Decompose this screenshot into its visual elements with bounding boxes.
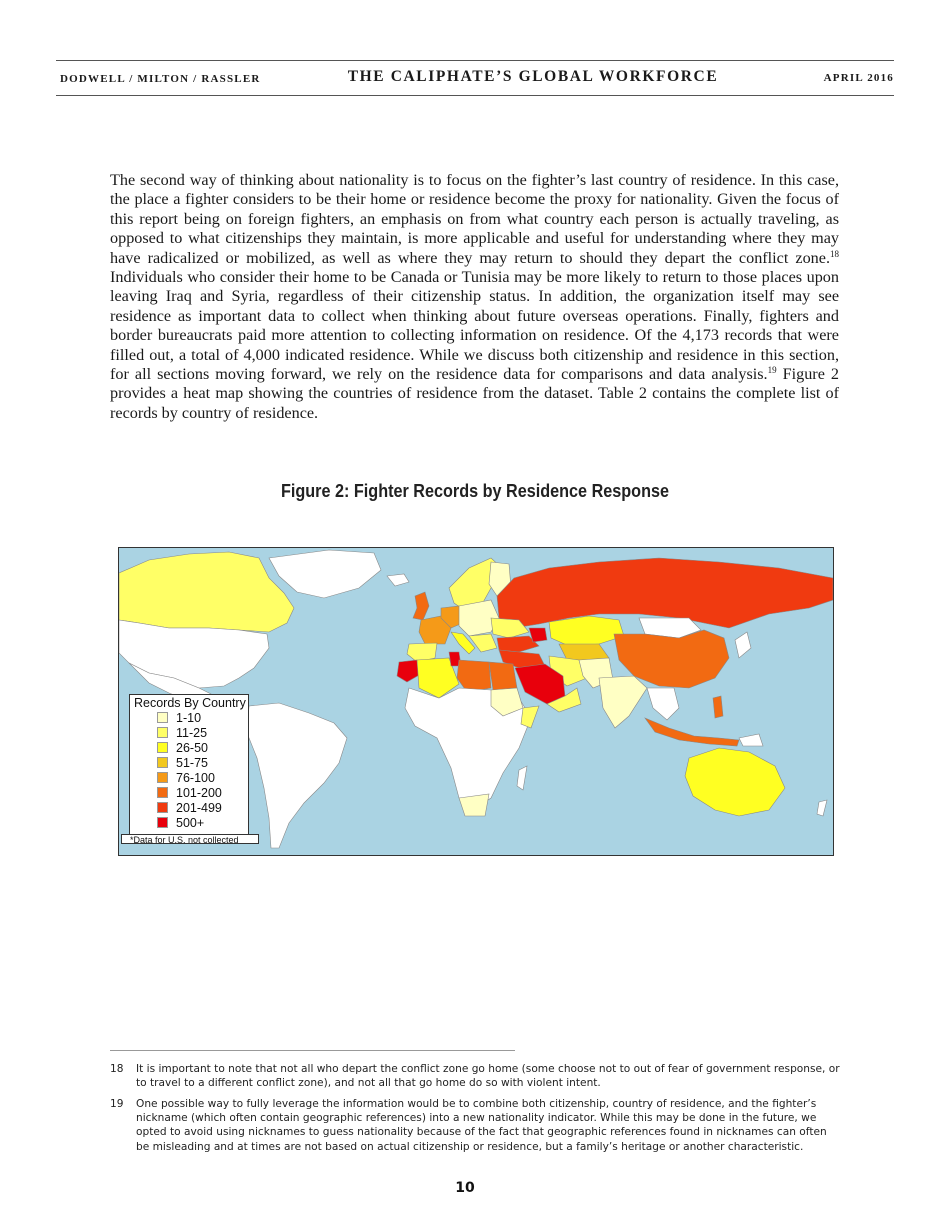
legend-label: 201-499 [176,800,222,815]
footnote-rule [110,1050,515,1051]
legend-label: 500+ [176,815,205,830]
footnote-number: 19 [110,1098,124,1110]
map-legend [129,694,249,836]
legend-swatch [157,712,168,723]
legend-swatch [157,802,168,813]
legend-item [130,740,248,755]
legend-swatch [157,787,168,798]
legend-swatch [157,772,168,783]
legend-title: Records By Country [134,696,246,710]
legend-swatch [157,817,168,828]
legend-label: 26-50 [176,740,208,755]
legend-rows [130,710,248,830]
footnote-text: One possible way to fully leverage the information would be to combine both citizenship, country of residence, and the fighter’s nickname (which often contain geographic references) into a new nationality indicator. While this may be done in the future, we opted to avoid using nicknames to guess nationality because of the fact that geographic references found in nicknames can often be misleading and at times are not based on actual citizenship or residence, but a family’s heritage or another characteristic. [136,1098,827,1153]
legend-label: 11-25 [176,725,208,740]
legend-swatch [157,757,168,768]
legend-label: 76-100 [176,770,215,785]
figure-title: Figure 2: Fighter Records by Residence Response [280,481,670,501]
legend-item [130,755,248,770]
legend-item [130,770,248,785]
footnote-19 [110,1097,840,1154]
header-rule-bottom [56,95,894,96]
footnote-text: It is important to note that not all who depart the conflict zone go home (some choose not to out of fear of government response, or to travel to a different conflict zone), and not all that go home do so with violent intent. [136,1063,840,1090]
body-paragraph [110,171,839,423]
footnote-ref-19[interactable]: 19 [767,365,777,376]
legend-item [130,815,248,830]
philippines [713,696,723,718]
legend-item [130,710,248,725]
legend-label: 51-75 [176,755,208,770]
legend-note: *Data for U.S. not collected [121,834,259,844]
header-date: APRIL 2016 [823,72,894,84]
legend-item [130,800,248,815]
legend-item [130,785,248,800]
legend-label: 101-200 [176,785,222,800]
header-title: THE CALIPHATE’S GLOBAL WORKFORCE [347,68,719,85]
body-text-part-1: The second way of thinking about nationality is to focus on the fighter’s last country of residence. In this case, the place a fighter considers to be their home or residence become the proxy for nationality. Given the focus of this report being on foreign fighters, an emphasis on from what country each person is actually traveling, as opposed to what citizenships they maintain, is more applicable and useful for understanding where they may have radicalized or mobilized, as well as where they may return to should they depart the conflict zone. [110,171,839,267]
legend-label: 1-10 [176,710,202,725]
footnote-number: 18 [110,1063,124,1075]
legend-swatch [157,742,168,753]
header-rule-top [56,60,894,61]
legend-swatch [157,727,168,738]
egypt [489,662,517,690]
header-authors: DODWELL / MILTON / RASSLER [60,73,261,85]
page-number: 10 [455,1180,475,1196]
legend-item [130,725,248,740]
footnote-ref-18[interactable]: 18 [830,248,839,259]
body-text-part-3: Figure 2 provides a heat map showing the countries of residence from the dataset. Table 2 contains the complete list of records by country of residence. [110,365,839,422]
footnote-18 [110,1062,840,1090]
body-text-part-2: Individuals who consider their home to be Canada or Tunisia may be more likely to return to those places upon leaving Iraq and Syria, regardless of their citizenship status. In addition, the organization itself may see residence as important data to collect when thinking about future overseas operations. Finally, fighters and border bureaucrats paid more attention to collecting information on residence. Of the 4,173 records that were filled out, a total of 4,000 indicated residence. While we discuss both citizenship and residence in this section, for all sections moving forward, we rely on the residence data for comparisons and data analysis. [110,268,839,384]
